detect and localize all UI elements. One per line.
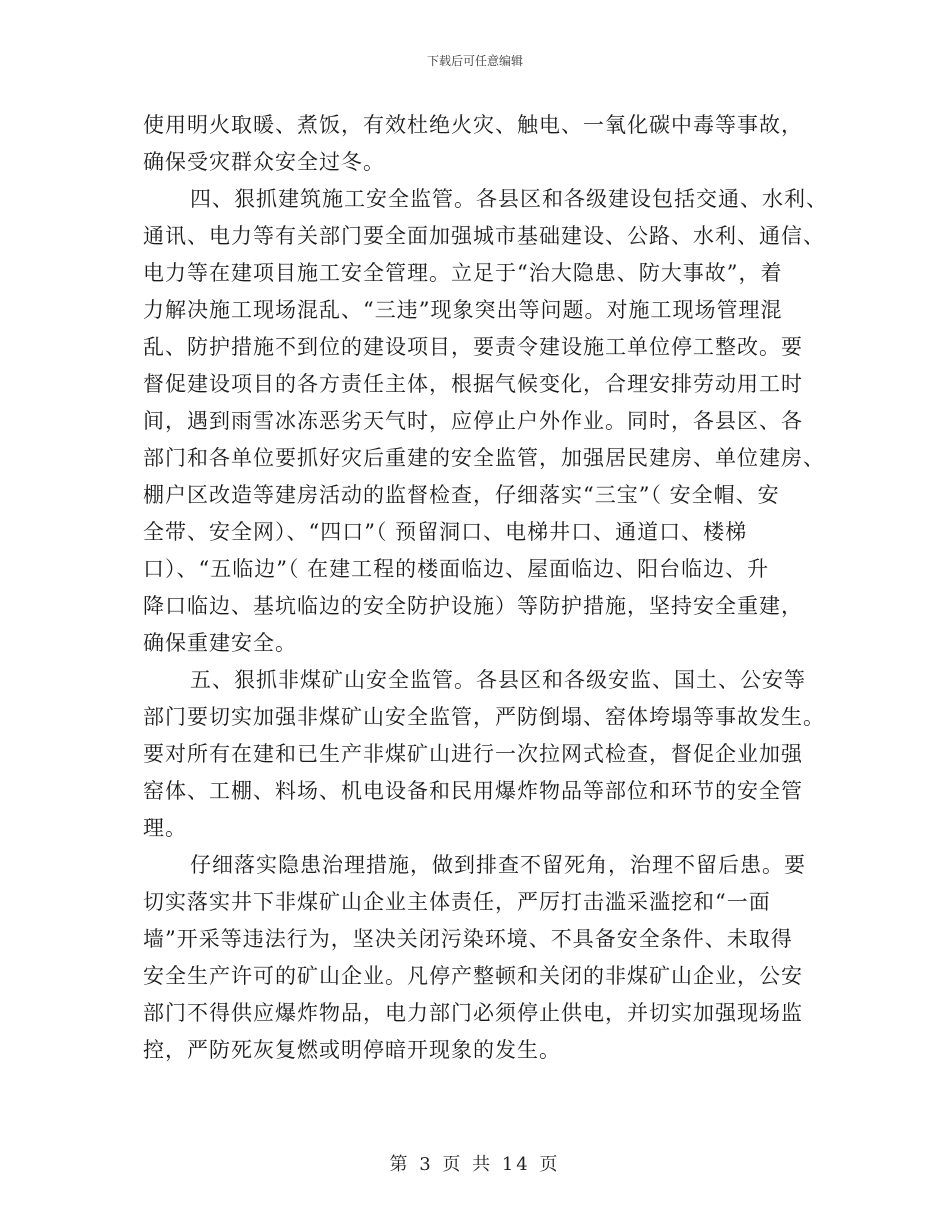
paragraph-start-line: 五、狠抓非煤矿山安全监管。各县区和各级安监、国土、公安等 [190,668,806,692]
text-line: 确保受灾群众安全过冬。 [143,150,385,174]
text-line: 理。 [143,816,187,840]
text-line: 使用明火取暖、煮饭，有效杜绝火灾、触电、一氧化碳中毒等事故， [143,113,803,137]
text-line: 要对所有在建和已生产非煤矿山进行一次拉网式检查，督促企业加强 [143,742,803,766]
text-line: 通讯、电力等有关部门要全面加强城市基础建设、公路、水利、通信、 [143,224,825,248]
text-line: 电力等在建项目施工安全管理。立足于“治大隐患、防大事故”，着 [143,261,783,285]
paragraph-start-line: 仔细落实隐患治理措施，做到排查不留死角，治理不留后患。要 [190,853,806,877]
text-line: 降口临边、基坑临边的安全防护设施）等防护措施，坚持安全重建， [143,594,803,618]
header-note: 下载后可任意编辑 [426,54,523,68]
text-line: 力解决施工现场混乱、“三违”现象突出等问题。对施工现场管理混 [143,298,783,322]
text-line: 部门不得供应爆炸物品，电力部门必须停止供电，并切实加强现场监 [143,1001,803,1025]
text-line: 确保重建安全。 [143,631,297,655]
text-line: 督促建设项目的各方责任主体，根据气候变化，合理安排劳动用工时 [143,372,803,396]
text-line: 窑体、工棚、料场、机电设备和民用爆炸物品等部位和环节的安全管 [143,779,803,803]
text-line: 间，遇到雨雪冰冻恶劣天气时，应停止户外作业。同时，各县区、各 [143,409,803,433]
text-line: 安全生产许可的矿山企业。凡停产整顿和关闭的非煤矿山企业，公安 [143,964,803,988]
paragraph-start-line: 四、狠抓建筑施工安全监管。各县区和各级建设包括交通、水利、 [190,187,828,211]
document-body [143,107,828,1069]
text-line: 墙”开采等违法行为，坚决关闭污染环境、不具备安全条件、未取得 [143,927,793,951]
text-line: 部门要切实加强非煤矿山安全监管，严防倒塌、窑体垮塌等事故发生。 [143,705,825,729]
text-line: 口）、“五临边”（ 在建工程的楼面临边、屋面临边、阳台临边、升 [143,557,770,581]
text-line: 棚户区改造等建房活动的监督检查，仔细落实“三宝”（ 安全帽、安 [143,483,780,507]
text-line: 控，严防死灰复燃或明停暗开现象的发生。 [143,1038,561,1062]
text-line: 部门和各单位要抓好灾后重建的安全监管，加强居民建房、单位建房、 [143,446,825,470]
text-line: 切实落实井下非煤矿山企业主体责任，严厉打击滥采滥挖和“一面 [143,890,771,914]
text-line: 全带、安全网）、“四口”（ 预留洞口、电梯井口、通道口、楼梯 [143,520,748,544]
page-footer: 第 3 页 共 14 页 [389,1154,561,1175]
text-line: 乱、防护措施不到位的建设项目，要责令建设施工单位停工整改。要 [143,335,803,359]
